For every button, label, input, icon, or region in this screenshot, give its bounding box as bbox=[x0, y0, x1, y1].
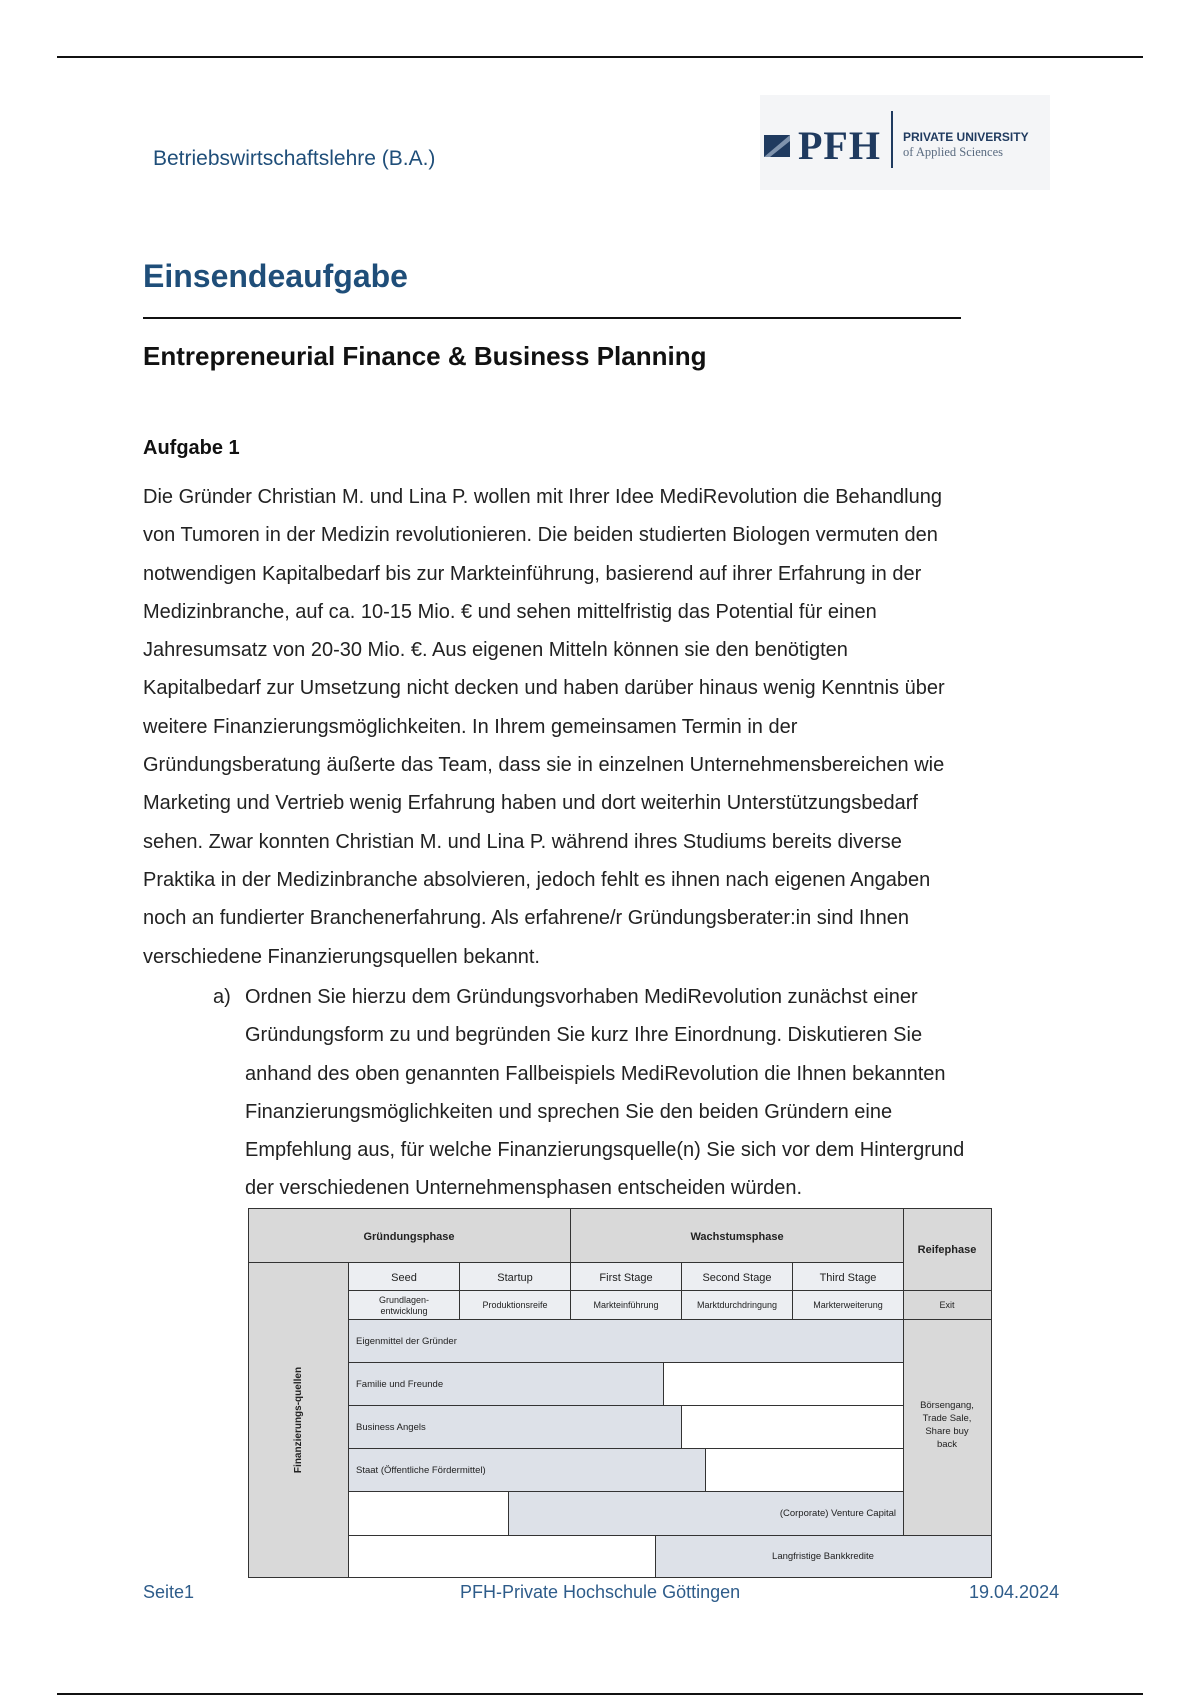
logo-line-2: of Applied Sciences bbox=[903, 145, 1003, 159]
subtask-line: anhand des oben genannten Fallbeispiels MediRevolution die Ihnen bekannten bbox=[245, 1062, 946, 1085]
source-label: Eigenmittel der Gründer bbox=[356, 1336, 457, 1347]
paragraph-line: Medizinbranche, auf ca. 10-15 Mio. € und sehen mittelfristig das Potential für einen bbox=[143, 600, 877, 623]
subtask-line: Empfehlung aus, für welche Finanzierungsquelle(n) Sie sich vor dem Hintergrund bbox=[245, 1139, 965, 1162]
source-label: Familie und Freunde bbox=[356, 1379, 444, 1390]
stage-label: First Stage bbox=[599, 1272, 653, 1284]
activity-label: Grundlagen- bbox=[378, 1295, 430, 1305]
footer-page-number: Seite1 bbox=[143, 1582, 195, 1602]
paragraph-line: Kapitalbedarf zur Umsetzung nicht decken und haben darüber hinaus wenig Kenntnis über bbox=[143, 677, 945, 700]
source-label: (Corporate) Venture Capital bbox=[779, 1508, 896, 1519]
exit-option: Trade Sale, bbox=[922, 1413, 972, 1424]
paragraph-line: notwendigen Kapitalbedarf bis zur Markteinführung, basierend auf ihrer Erfahrung in der bbox=[143, 562, 922, 585]
source-label: Business Angels bbox=[356, 1422, 426, 1433]
paragraph-line: von Tumoren in der Medizin revolutionieren. Die beiden studierten Biologen vermuten den bbox=[143, 524, 938, 547]
activity-label: Markterweiterung bbox=[813, 1300, 883, 1310]
task-heading: Aufgabe 1 bbox=[143, 437, 240, 459]
phase-label: Reifephase bbox=[917, 1244, 977, 1256]
subtask-line: der verschiedenen Unternehmensphasen entscheiden würden. bbox=[245, 1177, 803, 1200]
paragraph-line: Praktika in der Medizinbranche absolvieren, jedoch fehlt es ihnen nach eigenen Angaben bbox=[143, 868, 931, 891]
logo-divider bbox=[891, 111, 893, 168]
exit-option: Share buy bbox=[925, 1426, 969, 1437]
subtask-line: Ordnen Sie hierzu dem Gründungsvorhaben MediRevolution zunächst einer bbox=[245, 986, 918, 1008]
paragraph-line: Die Gründer Christian M. und Lina P. wollen mit Ihrer Idee MediRevolution die Behandlung bbox=[143, 486, 942, 508]
paragraph-line: Gründungsberatung äußerte das Team, dass sie in einzelnen Unternehmensbereichen wie bbox=[143, 754, 945, 777]
title-rule bbox=[143, 317, 961, 319]
side-label: Finanzierungs-quellen bbox=[293, 1366, 304, 1474]
activity-label: Exit bbox=[939, 1300, 955, 1310]
logo-line-1: PRIVATE UNIVERSITY bbox=[903, 130, 1029, 144]
logo-text: PFH bbox=[798, 123, 881, 168]
logo-mark-icon bbox=[764, 135, 790, 157]
paragraph-line: noch an fundierter Branchenerfahrung. Als erfahrene/r Gründungsberater:in sind Ihnen bbox=[143, 907, 910, 930]
activity-label: entwicklung bbox=[380, 1306, 428, 1316]
activity-label: Produktionsreife bbox=[482, 1300, 548, 1310]
financing-phases-diagram bbox=[248, 1208, 992, 1578]
phase-label: Wachstumsphase bbox=[690, 1231, 784, 1243]
exit-option: Börsengang, bbox=[920, 1400, 974, 1411]
paragraph-line: sehen. Zwar konnten Christian M. und Lina P. während ihres Studiums bereits diverse bbox=[143, 830, 902, 853]
stage-label: Seed bbox=[391, 1272, 417, 1284]
course-subject: Entrepreneurial Finance & Business Planning bbox=[143, 341, 707, 371]
paragraph-line: Jahresumsatz von 20-30 Mio. €. Aus eigenen Mitteln können sie den benötigten bbox=[143, 639, 848, 662]
exit-option: back bbox=[936, 1439, 958, 1450]
bottom-rule bbox=[57, 1693, 1143, 1695]
source-label: Staat (Öffentliche Fördermittel) bbox=[356, 1465, 486, 1476]
program-name: Betriebswirtschaftslehre (B.A.) bbox=[153, 147, 436, 170]
source-label: Langfristige Bankkredite bbox=[772, 1551, 874, 1562]
stage-label: Startup bbox=[497, 1272, 533, 1284]
stage-label: Third Stage bbox=[819, 1272, 877, 1284]
footer-date: 19.04.2024 bbox=[969, 1582, 1060, 1602]
document-title: Einsendeaufgabe bbox=[143, 258, 408, 294]
university-logo bbox=[760, 95, 1050, 190]
top-rule bbox=[57, 56, 1143, 58]
footer-institution: PFH-Private Hochschule Göttingen bbox=[460, 1582, 741, 1602]
subtask-marker: a) bbox=[213, 986, 231, 1008]
phase-label: Gründungsphase bbox=[363, 1231, 455, 1243]
activity-label: Markteinführung bbox=[593, 1300, 659, 1310]
paragraph-line: weitere Finanzierungsmöglichkeiten. In Ihrem gemeinsamen Termin in der bbox=[143, 715, 798, 738]
paragraph-line: verschiedene Finanzierungsquellen bekannt. bbox=[143, 945, 540, 968]
paragraph-line: Marketing und Vertrieb wenig Erfahrung haben und dort weiterhin Unterstützungsbedarf bbox=[143, 792, 918, 815]
task-paragraph bbox=[143, 478, 1063, 976]
stage-label: Second Stage bbox=[702, 1272, 772, 1284]
subtask-line: Gründungsform zu und begründen Sie kurz Ihre Einordnung. Diskutieren Sie bbox=[245, 1024, 923, 1047]
subtask-text bbox=[245, 978, 964, 1208]
activity-label: Marktdurchdringung bbox=[696, 1300, 778, 1310]
subtask-line: Finanzierungsmöglichkeiten und sprechen Sie den beiden Gründern eine bbox=[245, 1100, 893, 1123]
